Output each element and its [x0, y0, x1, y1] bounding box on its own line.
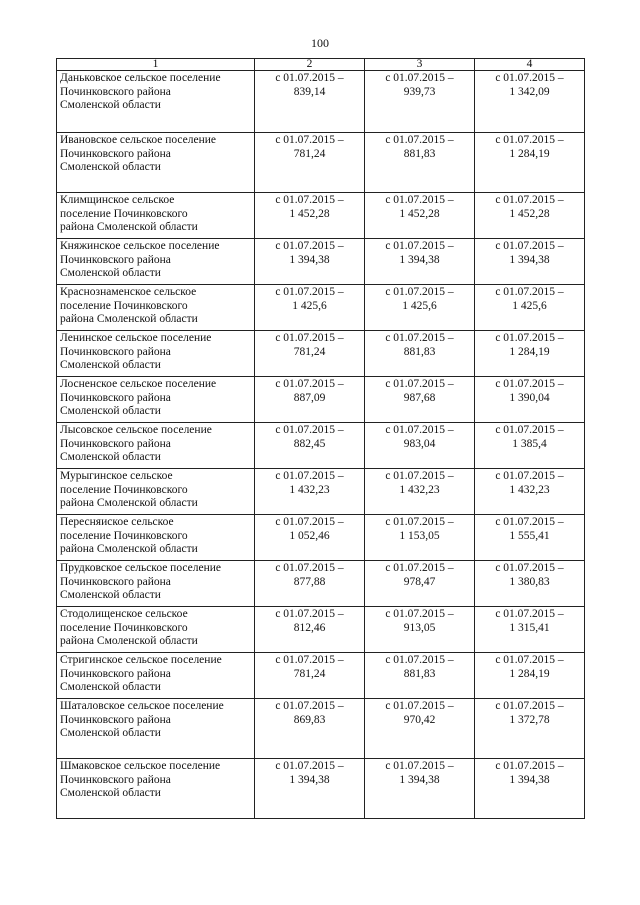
- tariff-cell-c3: [365, 653, 475, 699]
- column-header: 4: [475, 59, 585, 71]
- tariff-cell-c3: [365, 133, 475, 193]
- tariff-date: с 01.07.2015 –: [275, 516, 344, 528]
- tariff-date: с 01.07.2015 –: [385, 470, 454, 482]
- settlement-name-cell: [57, 607, 255, 653]
- tariff-cell-c3: [365, 607, 475, 653]
- tariff-date: с 01.07.2015 –: [385, 516, 454, 528]
- settlement-name-cell: [57, 561, 255, 607]
- tariff-cell-c4: [475, 377, 585, 423]
- tariff-value: 839,14: [293, 85, 326, 98]
- tariff-date: с 01.07.2015 –: [385, 700, 454, 712]
- settlement-name-cell: [57, 423, 255, 469]
- tariff-cell-c3: [365, 71, 475, 133]
- tariff-date: с 01.07.2015 –: [275, 562, 344, 574]
- settlement-name-line: Климщинское сельское: [60, 194, 175, 206]
- settlement-name-line: Смоленской области: [60, 681, 161, 693]
- tariff-cell-c3: [365, 377, 475, 423]
- settlement-name-line: Смоленской области: [60, 267, 161, 279]
- settlement-name-line: Смоленской области: [60, 405, 161, 417]
- tariff-cell-c4: [475, 133, 585, 193]
- tariff-value: 1 432,23: [399, 483, 440, 496]
- table-header-row: [57, 59, 585, 71]
- tariff-value: 881,83: [403, 667, 436, 680]
- tariff-cell-c2: [255, 71, 365, 133]
- settlement-name-line: Починковского района: [60, 253, 171, 266]
- tariff-value: 1 284,19: [509, 345, 550, 358]
- settlement-name-cell: [57, 759, 255, 819]
- tariff-value: 1 394,38: [289, 773, 330, 786]
- tariff-date: с 01.07.2015 –: [495, 240, 564, 252]
- tariff-cell-c4: [475, 515, 585, 561]
- tariff-date: с 01.07.2015 –: [495, 562, 564, 574]
- tariff-value: 1 284,19: [509, 667, 550, 680]
- settlement-name-line: Смоленской области: [60, 99, 161, 111]
- settlement-name-cell: [57, 239, 255, 285]
- tariff-value: 1 394,38: [399, 253, 440, 266]
- settlement-name-line: Смоленской области: [60, 727, 161, 739]
- tariff-value: 1 394,38: [509, 253, 550, 266]
- tariff-date: с 01.07.2015 –: [385, 194, 454, 206]
- tariff-cell-c4: [475, 423, 585, 469]
- tariff-cell-c2: [255, 377, 365, 423]
- table-row: [57, 331, 585, 377]
- tariff-cell-c4: [475, 653, 585, 699]
- tariff-date: с 01.07.2015 –: [275, 424, 344, 436]
- settlement-name-line: Даньковское сельское поселение: [60, 72, 221, 84]
- table-row: [57, 239, 585, 285]
- tariff-cell-c4: [475, 759, 585, 819]
- tariff-date: с 01.07.2015 –: [495, 194, 564, 206]
- tariff-cell-c4: [475, 71, 585, 133]
- tariff-value: 1 425,6: [402, 299, 437, 312]
- tariff-value: 913,05: [403, 621, 436, 634]
- settlement-name-line: Смоленской области: [60, 359, 161, 371]
- settlement-name-line: Починковского района: [60, 713, 171, 726]
- tariff-value: 882,45: [293, 437, 326, 450]
- table-row: [57, 607, 585, 653]
- tariff-date: с 01.07.2015 –: [275, 654, 344, 666]
- tariff-cell-c2: [255, 759, 365, 819]
- tariff-value: 869,83: [293, 713, 326, 726]
- tariff-date: с 01.07.2015 –: [495, 470, 564, 482]
- tariff-cell-c3: [365, 759, 475, 819]
- settlement-name-line: Починковского района: [60, 437, 171, 450]
- settlement-name-line: Смоленской области: [60, 787, 161, 799]
- tariff-date: с 01.07.2015 –: [385, 240, 454, 252]
- table-row: [57, 423, 585, 469]
- tariff-date: с 01.07.2015 –: [385, 134, 454, 146]
- tariff-cell-c2: [255, 469, 365, 515]
- tariff-value: 1 452,28: [289, 207, 330, 220]
- tariff-value: 1 394,38: [399, 773, 440, 786]
- tariff-date: с 01.07.2015 –: [495, 134, 564, 146]
- tariff-cell-c4: [475, 239, 585, 285]
- tariff-value: 881,83: [403, 147, 436, 160]
- tariff-date: с 01.07.2015 –: [275, 194, 344, 206]
- tariff-cell-c4: [475, 699, 585, 759]
- page-number: 100: [311, 36, 329, 50]
- tariff-value: 1 372,78: [509, 713, 550, 726]
- table-row: [57, 515, 585, 561]
- settlement-name-line: Шмаковское сельское поселение: [60, 760, 221, 772]
- tariff-table: [56, 58, 585, 819]
- settlement-name-line: Княжинское сельское поселение: [60, 240, 220, 252]
- tariff-value: 1 425,6: [512, 299, 547, 312]
- tariff-date: с 01.07.2015 –: [495, 700, 564, 712]
- tariff-cell-c3: [365, 699, 475, 759]
- settlement-name-line: Стригинское сельское поселение: [60, 654, 222, 666]
- settlement-name-cell: [57, 285, 255, 331]
- table-row: [57, 377, 585, 423]
- tariff-cell-c3: [365, 239, 475, 285]
- settlement-name-cell: [57, 515, 255, 561]
- settlement-name-line: поселение Починковского: [60, 483, 188, 496]
- settlement-name-cell: [57, 331, 255, 377]
- tariff-value: 1 153,05: [399, 529, 440, 542]
- settlement-name-line: поселение Починковского: [60, 299, 188, 312]
- tariff-cell-c2: [255, 607, 365, 653]
- tariff-value: 1 284,19: [509, 147, 550, 160]
- tariff-date: с 01.07.2015 –: [495, 332, 564, 344]
- tariff-cell-c4: [475, 193, 585, 239]
- tariff-cell-c2: [255, 699, 365, 759]
- tariff-date: с 01.07.2015 –: [275, 286, 344, 298]
- tariff-value: 1 394,38: [289, 253, 330, 266]
- settlement-name-line: района Смоленской области: [60, 221, 198, 233]
- tariff-cell-c2: [255, 423, 365, 469]
- tariff-value: 987,68: [403, 391, 436, 404]
- tariff-date: с 01.07.2015 –: [385, 562, 454, 574]
- tariff-date: с 01.07.2015 –: [385, 608, 454, 620]
- settlement-name-line: Починковского района: [60, 575, 171, 588]
- table-row: [57, 285, 585, 331]
- tariff-cell-c2: [255, 561, 365, 607]
- settlement-name-line: Лосненское сельское поселение: [60, 378, 217, 390]
- settlement-name-cell: [57, 469, 255, 515]
- settlement-name-line: Шаталовское сельское поселение: [60, 700, 224, 712]
- table-row: [57, 133, 585, 193]
- settlement-name-cell: [57, 71, 255, 133]
- column-header: 2: [255, 59, 365, 71]
- tariff-cell-c3: [365, 423, 475, 469]
- tariff-cell-c3: [365, 331, 475, 377]
- tariff-value: 1 315,41: [509, 621, 550, 634]
- settlement-name-line: Пересняиское сельское: [60, 516, 174, 528]
- tariff-value: 970,42: [403, 713, 436, 726]
- settlement-name-line: Смоленской области: [60, 589, 161, 601]
- tariff-date: с 01.07.2015 –: [495, 516, 564, 528]
- settlement-name-line: поселение Починковского: [60, 207, 188, 220]
- tariff-cell-c4: [475, 469, 585, 515]
- settlement-name-line: Починковского района: [60, 667, 171, 680]
- tariff-value: 1 425,6: [292, 299, 327, 312]
- tariff-date: с 01.07.2015 –: [495, 608, 564, 620]
- tariff-date: с 01.07.2015 –: [495, 72, 564, 84]
- tariff-value: 1 555,41: [509, 529, 550, 542]
- tariff-cell-c4: [475, 285, 585, 331]
- tariff-date: с 01.07.2015 –: [275, 240, 344, 252]
- settlement-name-line: Мурыгинское сельское: [60, 470, 173, 482]
- settlement-name-cell: [57, 377, 255, 423]
- settlement-name-line: района Смоленской области: [60, 635, 198, 647]
- table-row: [57, 699, 585, 759]
- tariff-date: с 01.07.2015 –: [385, 760, 454, 772]
- settlement-name-line: Лысовское сельское поселение: [60, 424, 212, 436]
- tariff-date: с 01.07.2015 –: [275, 134, 344, 146]
- tariff-value: 1 432,23: [289, 483, 330, 496]
- tariff-cell-c4: [475, 561, 585, 607]
- tariff-cell-c4: [475, 331, 585, 377]
- tariff-date: с 01.07.2015 –: [495, 424, 564, 436]
- tariff-date: с 01.07.2015 –: [495, 378, 564, 390]
- tariff-cell-c3: [365, 469, 475, 515]
- table-row: [57, 561, 585, 607]
- tariff-cell-c2: [255, 239, 365, 285]
- tariff-value: 812,46: [293, 621, 326, 634]
- tariff-value: 978,47: [403, 575, 436, 588]
- settlement-name-cell: [57, 193, 255, 239]
- tariff-date: с 01.07.2015 –: [385, 424, 454, 436]
- tariff-value: 781,24: [293, 147, 326, 160]
- settlement-name-line: Краснознаменское сельское: [60, 286, 197, 298]
- tariff-value: 781,24: [293, 345, 326, 358]
- tariff-date: с 01.07.2015 –: [275, 72, 344, 84]
- tariff-value: 1 052,46: [289, 529, 330, 542]
- settlement-name-line: Починковского района: [60, 391, 171, 404]
- tariff-value: 781,24: [293, 667, 326, 680]
- tariff-date: с 01.07.2015 –: [385, 72, 454, 84]
- tariff-value: 1 385,4: [512, 437, 547, 450]
- settlement-name-line: Починковского района: [60, 345, 171, 358]
- tariff-value: 877,88: [293, 575, 326, 588]
- settlement-name-cell: [57, 653, 255, 699]
- tariff-value: 881,83: [403, 345, 436, 358]
- table-row: [57, 653, 585, 699]
- settlement-name-cell: [57, 133, 255, 193]
- tariff-date: с 01.07.2015 –: [275, 378, 344, 390]
- tariff-date: с 01.07.2015 –: [275, 700, 344, 712]
- tariff-date: с 01.07.2015 –: [495, 760, 564, 772]
- settlement-name-line: поселение Починковского: [60, 529, 188, 542]
- tariff-date: с 01.07.2015 –: [385, 378, 454, 390]
- tariff-value: 983,04: [403, 437, 436, 450]
- tariff-cell-c3: [365, 561, 475, 607]
- tariff-cell-c2: [255, 133, 365, 193]
- settlement-name-line: района Смоленской области: [60, 543, 198, 555]
- settlement-name-line: Прудковское сельское поселение: [60, 562, 221, 574]
- settlement-name-line: поселение Починковского: [60, 621, 188, 634]
- tariff-cell-c2: [255, 515, 365, 561]
- tariff-value: 1 432,23: [509, 483, 550, 496]
- table-row: [57, 71, 585, 133]
- tariff-date: с 01.07.2015 –: [385, 332, 454, 344]
- tariff-date: с 01.07.2015 –: [275, 760, 344, 772]
- settlement-name-line: района Смоленской области: [60, 497, 198, 509]
- tariff-cell-c2: [255, 331, 365, 377]
- tariff-date: с 01.07.2015 –: [275, 470, 344, 482]
- settlement-name-line: Смоленской области: [60, 451, 161, 463]
- tariff-date: с 01.07.2015 –: [275, 608, 344, 620]
- tariff-cell-c4: [475, 607, 585, 653]
- table-row: [57, 469, 585, 515]
- tariff-date: с 01.07.2015 –: [495, 286, 564, 298]
- tariff-date: с 01.07.2015 –: [275, 332, 344, 344]
- table-row: [57, 759, 585, 819]
- column-header: 1: [57, 59, 255, 71]
- table-row: [57, 193, 585, 239]
- tariff-value: 1 342,09: [509, 85, 550, 98]
- tariff-cell-c3: [365, 285, 475, 331]
- tariff-cell-c3: [365, 193, 475, 239]
- tariff-cell-c2: [255, 193, 365, 239]
- tariff-cell-c2: [255, 285, 365, 331]
- settlement-name-line: Починковского района: [60, 85, 171, 98]
- tariff-value: 1 390,04: [509, 391, 550, 404]
- settlement-name-line: Ленинское сельское поселение: [60, 332, 212, 344]
- tariff-cell-c2: [255, 653, 365, 699]
- settlement-name-line: Ивановское сельское поселение: [60, 134, 217, 146]
- settlement-name-line: района Смоленской области: [60, 313, 198, 325]
- settlement-name-line: Починковского района: [60, 147, 171, 160]
- tariff-value: 1 394,38: [509, 773, 550, 786]
- column-header: 3: [365, 59, 475, 71]
- tariff-value: 939,73: [403, 85, 436, 98]
- tariff-value: 1 452,28: [509, 207, 550, 220]
- settlement-name-line: Смоленской области: [60, 161, 161, 173]
- tariff-date: с 01.07.2015 –: [385, 654, 454, 666]
- tariff-value: 1 380,83: [509, 575, 550, 588]
- tariff-value: 887,09: [293, 391, 326, 404]
- tariff-date: с 01.07.2015 –: [385, 286, 454, 298]
- tariff-date: с 01.07.2015 –: [495, 654, 564, 666]
- tariff-cell-c3: [365, 515, 475, 561]
- settlement-name-cell: [57, 699, 255, 759]
- tariff-value: 1 452,28: [399, 207, 440, 220]
- settlement-name-line: Стодолищенское сельское: [60, 608, 188, 620]
- settlement-name-line: Починковского района: [60, 773, 171, 786]
